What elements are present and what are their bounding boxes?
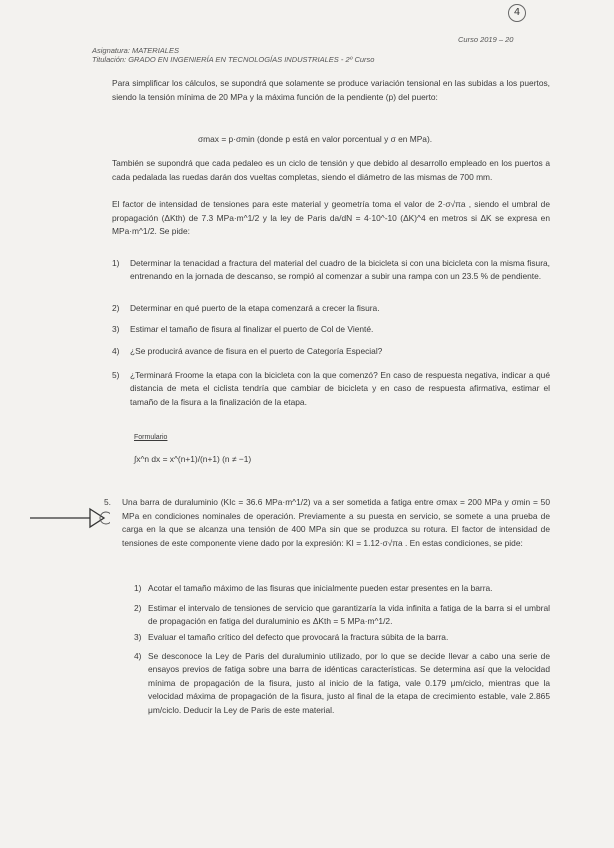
problem5-item-number: 1): [134, 583, 142, 593]
problem5-paragraph: Una barra de duraluminio (KIc = 36.6 MPa·m^1/2) va a ser sometida a fatiga entre σmax = 200 MPa y σmin = 50 MPa en condiciones nominales de operación. Previamente a su puesta en servicio, se somete a una prueba de carga en la que se alcanza una tensión de 400 MPa sin que se produzca su rotura. El factor de intensidad de tensiones de este componente viene dado por la expresión: KI = 1.12·σ√πa . En estas condiciones, se pide:: [122, 497, 550, 548]
header-subject: Asignatura: MATERIALES: [92, 46, 179, 55]
problem5-item-text: Acotar el tamaño máximo de las fisuras que inicialmente pueden estar presentes en la barra.: [148, 583, 493, 593]
formulario-formula: ∫x^n dx = x^(n+1)/(n+1) (n ≠ −1): [134, 454, 252, 464]
intro-paragraph-3: El factor de intensidad de tensiones para este material y geometría toma el valor de 2·σ√πa , siendo el umbral de propagación (ΔKth) de 7.3 MPa·m^1/2 y la ley de Paris da/dN = 4·10^-10 (ΔK)^4 en metros si ΔK se expresa en MPa·m^1/2. Se pide:: [112, 199, 550, 237]
problem5-item-number: 2): [134, 603, 142, 613]
problem5-item-number: 4): [134, 651, 142, 661]
header-degree: Titulación: GRADO EN INGENIERÍA EN TECNOLOGÍAS INDUSTRIALES - 2º Curso: [92, 55, 375, 64]
question-text: ¿Se producirá avance de fisura en el puerto de Categoría Especial?: [130, 346, 383, 356]
arrow-right-icon: [30, 506, 110, 534]
problem5-item-text: Estimar el intervalo de tensiones de servicio que garantizaría la vida infinita a fatiga de la barra si el umbral de propagación en fatiga del duraluminio es ΔKth = 5 MPa·m^1/2.: [148, 603, 550, 627]
question-text: Estimar el tamaño de fisura al finalizar el puerto de Col de Vienté.: [130, 324, 374, 334]
problem5-item-text: Evaluar el tamaño crítico del defecto que provocará la fractura súbita de la barra.: [148, 632, 449, 642]
problem5-number: 5.: [104, 497, 111, 507]
header-course: Curso 2019 – 20: [458, 35, 514, 44]
question-number: 2): [112, 303, 120, 313]
question-number: 5): [112, 370, 120, 380]
intro-formula: σmax = p·σmin (donde p está en valor porcentual y σ en MPa).: [198, 134, 433, 144]
intro-paragraph-2: También se supondrá que cada pedaleo es un ciclo de tensión y que debido al desarrollo empleado en los puertos a cada pedalada las ruedas darán dos vueltas completas, siendo el diámetro de las mismas de 700 mm.: [112, 158, 550, 182]
question-text: ¿Terminará Froome la etapa con la bicicleta con la que comenzó? En caso de respuesta negativa, indicar a qué distancia de meta el ciclista tendría que cambiar de bicicleta y en caso de respuesta afirmativa, estimar el tamaño de la fisura a la finalización de la etapa.: [130, 370, 550, 407]
problem5-item-text: Se desconoce la Ley de Paris del duraluminio utilizado, por lo que se decide llevar a cabo una serie de ensayos previos de fatiga sobre una barra de idénticas características. Se determina así que la velocidad mínima de propagación de la fisura, justo al inicio de la fatiga, vale 0.179 μm/ciclo, mientras que la velocidad máxima de propagación de la fisura, justo al final de la etapa de crecimiento estable, vale 2.865 μm/ciclo. Deducir la Ley de Paris de este material.: [148, 651, 550, 715]
formulario-title: Formulario: [134, 434, 168, 441]
intro-paragraph-1: Para simplificar los cálculos, se supondrá que solamente se produce variación tensional en las subidas a los puertos, siendo la tensión mínima de 20 MPa y la máxima función de la pendiente (p) del puerto:: [112, 78, 550, 102]
question-text: Determinar en qué puerto de la etapa comenzará a crecer la fisura.: [130, 303, 380, 313]
question-number: 1): [112, 258, 120, 268]
question-number: 4): [112, 346, 120, 356]
page-number: 4: [508, 4, 526, 22]
problem5-item-number: 3): [134, 632, 142, 642]
question-text: Determinar la tenacidad a fractura del material del cuadro de la bicicleta si con una bicicleta con la misma fisura, entrenando en la jornada de descanso, se rompió al comenzar a subir una rampa con un 23.5 % de pendiente.: [130, 258, 550, 282]
question-number: 3): [112, 324, 120, 334]
